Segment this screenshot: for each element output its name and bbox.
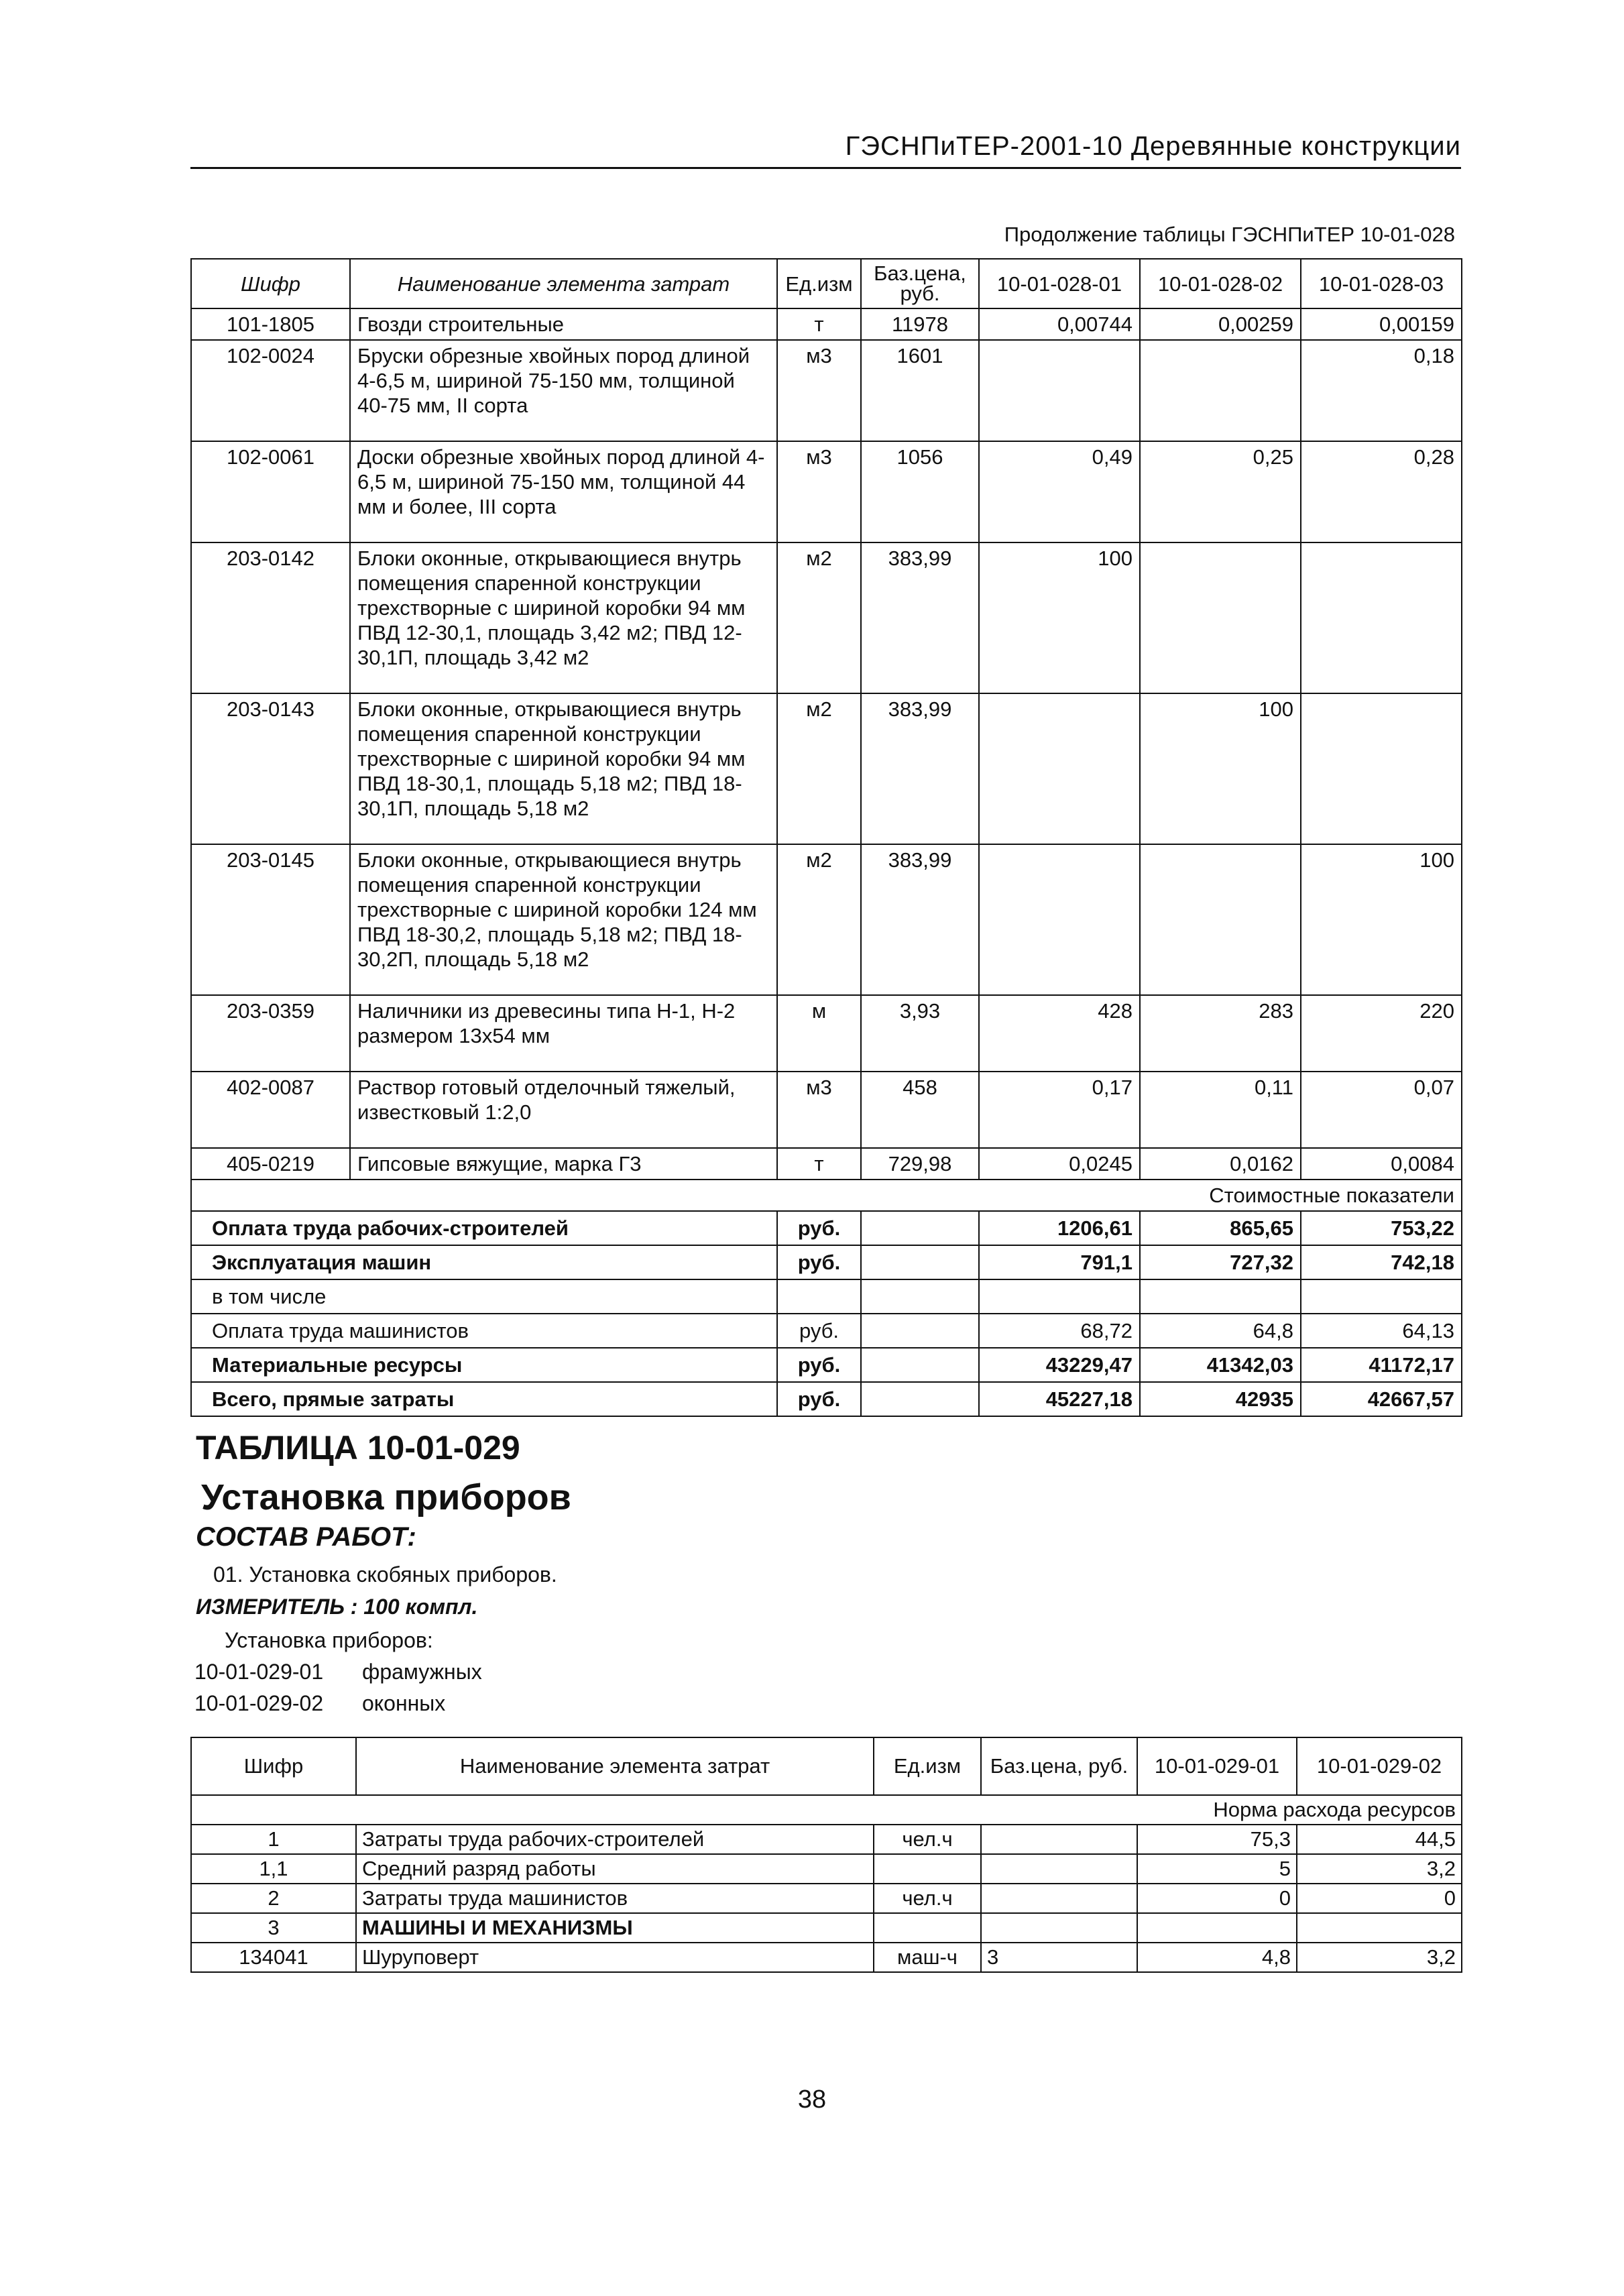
summary-row bbox=[191, 1382, 1462, 1416]
cell-code: 203-0143 bbox=[191, 693, 350, 844]
cell-name: МАШИНЫ И МЕХАНИЗМЫ bbox=[356, 1913, 874, 1943]
cell-code: 203-0142 bbox=[191, 542, 350, 693]
cell-name: Затраты труда рабочих-строителей bbox=[356, 1825, 874, 1854]
cell-code: 1 bbox=[191, 1825, 356, 1854]
section-label-row bbox=[191, 1795, 1462, 1825]
cell-value-2: 0,11 bbox=[1140, 1072, 1301, 1148]
cell-unit: м3 bbox=[777, 1072, 861, 1148]
code-item-name: фрамужных bbox=[362, 1660, 482, 1684]
summary-unit: руб. bbox=[777, 1382, 861, 1416]
cell-code: 405-0219 bbox=[191, 1148, 350, 1180]
cell-value-2 bbox=[1140, 844, 1301, 995]
cell-name: Наличники из древесины типа Н-1, Н-2 размером 13x54 мм bbox=[350, 995, 777, 1072]
cell-value-1 bbox=[979, 844, 1140, 995]
cell-value-1: 0,49 bbox=[979, 441, 1140, 542]
cell-value-3 bbox=[1301, 542, 1462, 693]
summary-price-empty bbox=[861, 1314, 979, 1348]
cell-value-1: 75,3 bbox=[1137, 1825, 1297, 1854]
summary-value-1: 43229,47 bbox=[979, 1348, 1140, 1382]
table-header-row bbox=[191, 259, 1462, 308]
cell-value-1: 0 bbox=[1137, 1884, 1297, 1913]
table-row bbox=[191, 1943, 1462, 1972]
summary-label: Всего, прямые затраты bbox=[191, 1382, 777, 1416]
cell-code: 402-0087 bbox=[191, 1072, 350, 1148]
cell-name: Гипсовые вяжущие, марка Г3 bbox=[350, 1148, 777, 1180]
summary-value-1: 45227,18 bbox=[979, 1382, 1140, 1416]
summary-value-3 bbox=[1301, 1279, 1462, 1314]
summary-value-3: 64,13 bbox=[1301, 1314, 1462, 1348]
summary-value-1: 791,1 bbox=[979, 1245, 1140, 1279]
cell-price: 383,99 bbox=[861, 693, 979, 844]
work-composition-heading: СОСТАВ РАБОТ: bbox=[196, 1522, 416, 1552]
cell-value-2 bbox=[1297, 1913, 1462, 1943]
cell-price: 1601 bbox=[861, 340, 979, 441]
cell-value-3: 0,0084 bbox=[1301, 1148, 1462, 1180]
header-unit: Ед.изм bbox=[777, 259, 861, 308]
table-row bbox=[191, 340, 1462, 441]
cell-value-3 bbox=[1301, 693, 1462, 844]
cell-value-2 bbox=[1140, 340, 1301, 441]
cell-value-3: 220 bbox=[1301, 995, 1462, 1072]
cell-value-1: 0,00744 bbox=[979, 308, 1140, 340]
cell-price: 458 bbox=[861, 1072, 979, 1148]
cell-value-3: 0,00159 bbox=[1301, 308, 1462, 340]
summary-row bbox=[191, 1245, 1462, 1279]
resource-table-029 bbox=[190, 1737, 1462, 1973]
summary-value-1: 1206,61 bbox=[979, 1211, 1140, 1245]
cell-unit: м3 bbox=[777, 340, 861, 441]
cell-unit: т bbox=[777, 308, 861, 340]
cell-code: 203-0145 bbox=[191, 844, 350, 995]
summary-price-empty bbox=[861, 1382, 979, 1416]
cell-value-3: 0,28 bbox=[1301, 441, 1462, 542]
cell-code: 1,1 bbox=[191, 1854, 356, 1884]
summary-value-3: 42667,57 bbox=[1301, 1382, 1462, 1416]
summary-price-empty bbox=[861, 1348, 979, 1382]
cell-code: 3 bbox=[191, 1913, 356, 1943]
cell-name: Шуруповерт bbox=[356, 1943, 874, 1972]
cell-code: 134041 bbox=[191, 1943, 356, 1972]
code-item-name: оконных bbox=[362, 1691, 446, 1715]
cell-code: 101-1805 bbox=[191, 308, 350, 340]
cell-price: 11978 bbox=[861, 308, 979, 340]
table-title: ТАБЛИЦА 10-01-029 bbox=[196, 1429, 520, 1467]
cell-name: Раствор готовый отделочный тяжелый, известковый 1:2,0 bbox=[350, 1072, 777, 1148]
summary-row bbox=[191, 1211, 1462, 1245]
table-row bbox=[191, 1825, 1462, 1854]
cell-unit: чел.ч bbox=[874, 1825, 981, 1854]
summary-price-empty bbox=[861, 1211, 979, 1245]
header-col-3: 10-01-028-03 bbox=[1301, 259, 1462, 308]
cell-value-2: 0,0162 bbox=[1140, 1148, 1301, 1180]
page-number: 38 bbox=[797, 2085, 827, 2114]
cell-name: Блоки оконные, открывающиеся внутрь помещения спаренной конструкции трехстворные с шириной коробки 94 мм ПВД 12-30,1, площадь 3,42 м2; ПВД 12-30,1П, площадь 3,42 м2 bbox=[350, 542, 777, 693]
table-row bbox=[191, 308, 1462, 340]
cell-value-2: 44,5 bbox=[1297, 1825, 1462, 1854]
cell-value-3: 0,18 bbox=[1301, 340, 1462, 441]
cell-price: 3 bbox=[981, 1943, 1137, 1972]
table-header-row bbox=[191, 1737, 1462, 1795]
section-label: Норма расхода ресурсов bbox=[191, 1795, 1462, 1825]
summary-label: в том числе bbox=[191, 1279, 777, 1314]
table-row bbox=[191, 1148, 1462, 1180]
cell-name: Гвозди строительные bbox=[350, 308, 777, 340]
cell-unit: м2 bbox=[777, 693, 861, 844]
table-row bbox=[191, 995, 1462, 1072]
summary-value-2: 865,65 bbox=[1140, 1211, 1301, 1245]
summary-price-empty bbox=[861, 1279, 979, 1314]
cell-unit: м2 bbox=[777, 844, 861, 995]
cell-value-1 bbox=[1137, 1913, 1297, 1943]
header-col-1: 10-01-028-01 bbox=[979, 259, 1140, 308]
cell-value-2: 283 bbox=[1140, 995, 1301, 1072]
header-unit: Ед.изм bbox=[874, 1737, 981, 1795]
header-col-2: 10-01-029-02 bbox=[1297, 1737, 1462, 1795]
cell-unit: м bbox=[777, 995, 861, 1072]
summary-row bbox=[191, 1314, 1462, 1348]
section-label: Стоимостные показатели bbox=[191, 1180, 1462, 1211]
header-name: Наименование элемента затрат bbox=[350, 259, 777, 308]
summary-value-3: 753,22 bbox=[1301, 1211, 1462, 1245]
installation-label: Установка приборов: bbox=[225, 1628, 433, 1652]
cell-name: Блоки оконные, открывающиеся внутрь помещения спаренной конструкции трехстворные с шириной коробки 124 мм ПВД 18-30,2, площадь 5,18 м2; ПВД 18-30,2П, площадь 5,18 м2 bbox=[350, 844, 777, 995]
cell-value-2: 0,00259 bbox=[1140, 308, 1301, 340]
table-subtitle: Установка приборов bbox=[201, 1477, 571, 1517]
summary-value-1 bbox=[979, 1279, 1140, 1314]
cell-code: 2 bbox=[191, 1884, 356, 1913]
table-row bbox=[191, 1913, 1462, 1943]
cell-value-2: 0 bbox=[1297, 1884, 1462, 1913]
summary-value-2: 42935 bbox=[1140, 1382, 1301, 1416]
cell-value-2: 100 bbox=[1140, 693, 1301, 844]
cell-unit: маш-ч bbox=[874, 1943, 981, 1972]
cell-name: Блоки оконные, открывающиеся внутрь помещения спаренной конструкции трехстворные с шириной коробки 94 мм ПВД 18-30,1, площадь 5,18 м2; ПВД 18-30,1П, площадь 5,18 м2 bbox=[350, 693, 777, 844]
table-row bbox=[191, 542, 1462, 693]
summary-value-2: 41342,03 bbox=[1140, 1348, 1301, 1382]
summary-value-2 bbox=[1140, 1279, 1301, 1314]
cell-price: 1056 bbox=[861, 441, 979, 542]
summary-label: Материальные ресурсы bbox=[191, 1348, 777, 1382]
header-price: Баз.цена, руб. bbox=[861, 259, 979, 308]
summary-value-2: 727,32 bbox=[1140, 1245, 1301, 1279]
cell-value-1: 5 bbox=[1137, 1854, 1297, 1884]
table-row bbox=[191, 1072, 1462, 1148]
table-row bbox=[191, 441, 1462, 542]
cell-unit: чел.ч bbox=[874, 1884, 981, 1913]
header-code: Шифр bbox=[191, 259, 350, 308]
cell-unit bbox=[874, 1854, 981, 1884]
running-header: ГЭСНПиТЕР-2001-10 Деревянные конструкции bbox=[190, 131, 1461, 169]
summary-value-3: 41172,17 bbox=[1301, 1348, 1462, 1382]
cell-price bbox=[981, 1913, 1137, 1943]
summary-unit: руб. bbox=[777, 1245, 861, 1279]
cell-price: 383,99 bbox=[861, 844, 979, 995]
table-row bbox=[191, 844, 1462, 995]
section-label-row bbox=[191, 1180, 1462, 1211]
cell-price bbox=[981, 1825, 1137, 1854]
cell-value-1: 428 bbox=[979, 995, 1140, 1072]
table-caption: Продолжение таблицы ГЭСНПиТЕР 10-01-028 bbox=[1004, 223, 1455, 246]
meter-text: ИЗМЕРИТЕЛЬ : 100 компл. bbox=[196, 1595, 478, 1619]
cell-price: 729,98 bbox=[861, 1148, 979, 1180]
cell-value-2: 0,25 bbox=[1140, 441, 1301, 542]
cell-value-1: 0,0245 bbox=[979, 1148, 1140, 1180]
header-col-1: 10-01-029-01 bbox=[1137, 1737, 1297, 1795]
code-item-code: 10-01-029-02 bbox=[194, 1691, 324, 1715]
cell-price: 3,93 bbox=[861, 995, 979, 1072]
cell-value-3: 100 bbox=[1301, 844, 1462, 995]
cell-value-2 bbox=[1140, 542, 1301, 693]
summary-value-3: 742,18 bbox=[1301, 1245, 1462, 1279]
cell-price bbox=[981, 1884, 1137, 1913]
cell-code: 203-0359 bbox=[191, 995, 350, 1072]
cell-value-2: 3,2 bbox=[1297, 1943, 1462, 1972]
summary-label: Оплата труда рабочих-строителей bbox=[191, 1211, 777, 1245]
summary-unit: руб. bbox=[777, 1211, 861, 1245]
cell-code: 102-0024 bbox=[191, 340, 350, 441]
cell-name: Доски обрезные хвойных пород длиной 4-6,5 м, шириной 75-150 мм, толщиной 44 мм и более, III сорта bbox=[350, 441, 777, 542]
cell-name: Средний разряд работы bbox=[356, 1854, 874, 1884]
summary-value-1: 68,72 bbox=[979, 1314, 1140, 1348]
summary-row bbox=[191, 1279, 1462, 1314]
cell-price bbox=[981, 1854, 1137, 1884]
cell-value-1 bbox=[979, 340, 1140, 441]
summary-unit: руб. bbox=[777, 1314, 861, 1348]
resource-table-028 bbox=[190, 258, 1462, 1417]
summary-value-2: 64,8 bbox=[1140, 1314, 1301, 1348]
cell-code: 102-0061 bbox=[191, 441, 350, 542]
cell-price: 383,99 bbox=[861, 542, 979, 693]
header-price: Баз.цена, руб. bbox=[981, 1737, 1137, 1795]
cell-unit bbox=[874, 1913, 981, 1943]
header-code: Шифр bbox=[191, 1737, 356, 1795]
code-item-code: 10-01-029-01 bbox=[194, 1660, 324, 1684]
cell-value-3: 0,07 bbox=[1301, 1072, 1462, 1148]
table-row bbox=[191, 1854, 1462, 1884]
summary-label: Оплата труда машинистов bbox=[191, 1314, 777, 1348]
table-row bbox=[191, 693, 1462, 844]
cell-name: Бруски обрезные хвойных пород длиной 4-6,5 м, шириной 75-150 мм, толщиной 40-75 мм, II сорта bbox=[350, 340, 777, 441]
cell-unit: м3 bbox=[777, 441, 861, 542]
summary-row bbox=[191, 1348, 1462, 1382]
cell-name: Затраты труда машинистов bbox=[356, 1884, 874, 1913]
cell-unit: т bbox=[777, 1148, 861, 1180]
cell-value-1 bbox=[979, 693, 1140, 844]
table-row bbox=[191, 1884, 1462, 1913]
summary-unit: руб. bbox=[777, 1348, 861, 1382]
header-name: Наименование элемента затрат bbox=[356, 1737, 874, 1795]
header-col-2: 10-01-028-02 bbox=[1140, 259, 1301, 308]
cell-unit: м2 bbox=[777, 542, 861, 693]
summary-unit bbox=[777, 1279, 861, 1314]
cell-value-1: 0,17 bbox=[979, 1072, 1140, 1148]
summary-price-empty bbox=[861, 1245, 979, 1279]
cell-value-1: 4,8 bbox=[1137, 1943, 1297, 1972]
cell-value-1: 100 bbox=[979, 542, 1140, 693]
summary-label: Эксплуатация машин bbox=[191, 1245, 777, 1279]
operation-text: 01. Установка скобяных приборов. bbox=[213, 1562, 557, 1587]
cell-value-2: 3,2 bbox=[1297, 1854, 1462, 1884]
